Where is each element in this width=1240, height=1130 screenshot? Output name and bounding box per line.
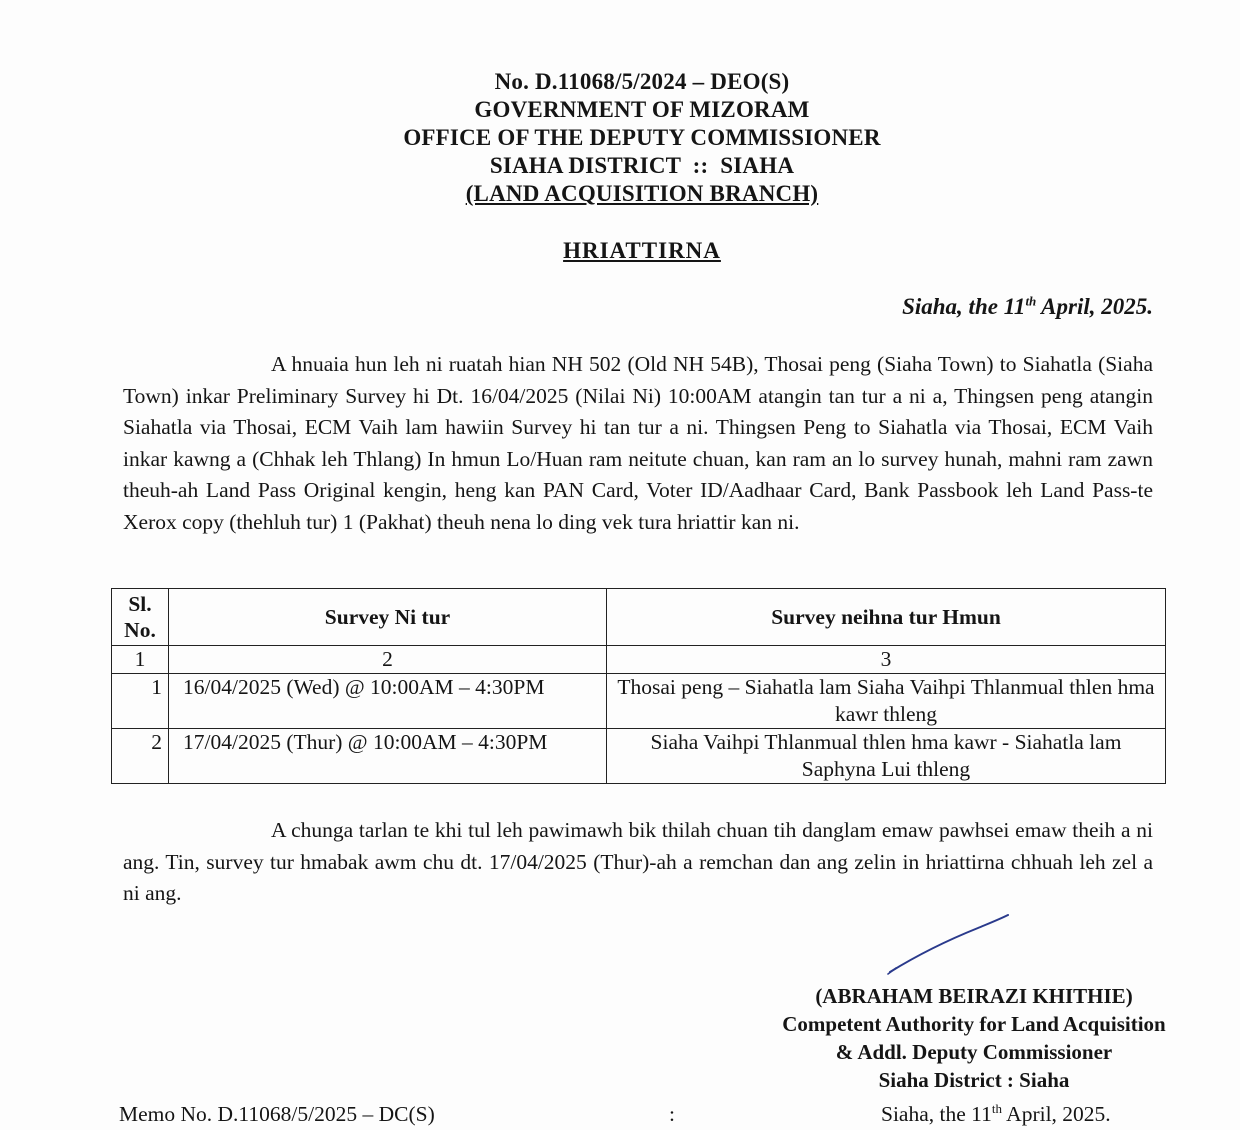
memo-number: Memo No. D.11068/5/2025 – DC(S) [119, 1102, 435, 1126]
signature-mark [886, 910, 1016, 980]
signatory-designation: Competent Authority for Land Acquisition [782, 1012, 1166, 1036]
table-header-row [112, 589, 1166, 646]
memo-separator: : [669, 1102, 675, 1126]
memo-date: Siaha, the 11th April, 2025. [881, 1100, 1111, 1126]
row-survey-place: Siaha Vaihpi Thlanmual thlen hma kawr - Siahatla lam Saphyna Lui thleng [607, 729, 1166, 784]
column-number: 1 [112, 646, 169, 674]
survey-schedule-table [111, 588, 1166, 784]
row-survey-place: Thosai peng – Siahatla lam Siaha Vaihpi Thlanmual thlen hma kawr thleng [607, 674, 1166, 729]
notice-paragraph-1: A hnuaia hun leh ni ruatah hian NH 502 (Old NH 54B), Thosai peng (Siaha Town) to Siahatla (Siaha Town) inkar Preliminary Survey hi Dt. 16/04/2025 (Nilai Ni) 10:00AM atangin tan tur a ni a, Thingsen peng atangin Siahatla via Thosai, ECM Vaih lam hawiin Survey hi tan tur a ni. Thingsen Peng to Siahatla via Thosai, ECM Vaih inkar kawng a (Chhak leh Thlang) In hmun Lo/Huan ram neitute chuan, kan ram an lo survey hunah, mahni ram zawn theuh-ah Land Pass Original kengin, heng kan PAN Card, Voter ID/Aadhaar Card, Bank Passbook leh Land Pass-te Xerox copy (thehluh tur) 1 (Pakhat) theuh nena lo ding vek tura hriattir kan ni. [123, 352, 1153, 534]
header-survey-place: Survey neihna tur Hmun [607, 589, 1166, 646]
reference-number: No. D.11068/5/2024 – DEO(S) [494, 69, 790, 94]
notice-date: Siaha, the 11th April, 2025. [902, 293, 1153, 319]
government-name: GOVERNMENT OF MIZORAM [474, 97, 810, 122]
column-number: 3 [607, 646, 1166, 674]
row-survey-date: 17/04/2025 (Thur) @ 10:00AM – 4:30PM [169, 729, 607, 784]
row-sl-no: 2 [112, 729, 169, 784]
notice-title-text: HRIATTIRNA [563, 238, 721, 263]
notice-paragraph-2: A chunga tarlan te khi tul leh pawimawh bik thilah chuan tih danglam emaw pawhsei emaw theih a ni ang. Tin, survey tur hmabak awm chu dt. 17/04/2025 (Thur)-ah a remchan dan ang zelin in hriattirna chhuah leh zel a ni ang. [123, 818, 1153, 905]
table-row [112, 674, 1166, 729]
row-sl-no: 1 [112, 674, 169, 729]
notice-title [0, 238, 1240, 264]
signatory-name: (ABRAHAM BEIRAZI KHITHIE) [815, 984, 1133, 1008]
header-sl-no: Sl. No. [112, 589, 169, 646]
signatory-district: Siaha District : Siaha [878, 1068, 1070, 1092]
row-survey-date: 16/04/2025 (Wed) @ 10:00AM – 4:30PM [169, 674, 607, 729]
column-number: 2 [169, 646, 607, 674]
table-row [112, 729, 1166, 784]
letterhead [0, 68, 1240, 208]
branch-name: (LAND ACQUISITION BRANCH) [465, 181, 819, 206]
column-number-row [112, 646, 1166, 674]
header-survey-date: Survey Ni tur [169, 589, 607, 646]
signatory-designation: & Addl. Deputy Commissioner [835, 1040, 1113, 1064]
district-name: SIAHA DISTRICT :: SIAHA [489, 153, 795, 178]
office-name: OFFICE OF THE DEPUTY COMMISSIONER [403, 125, 881, 150]
signatory-block [620, 982, 1240, 1094]
